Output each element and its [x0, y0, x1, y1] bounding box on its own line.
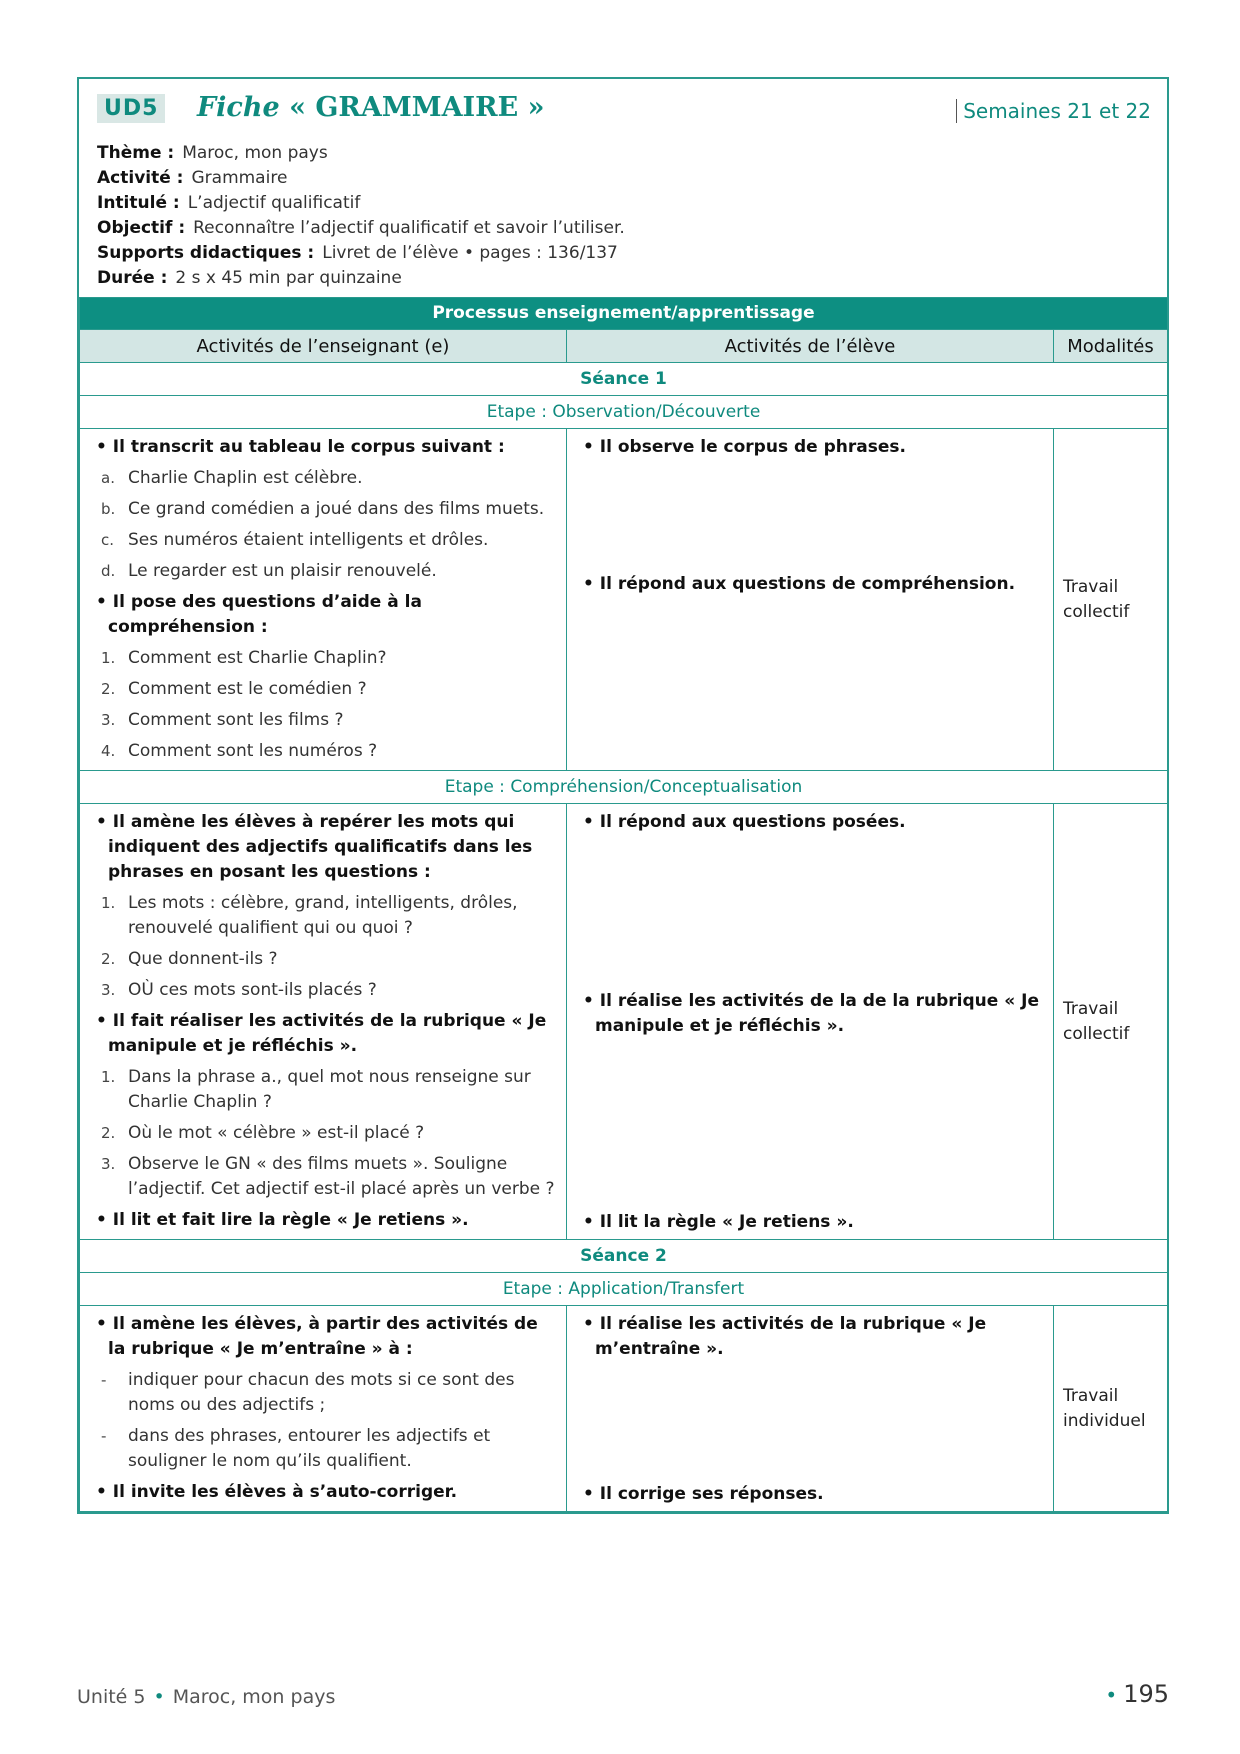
student-step: • Il corrige ses réponses. [583, 1484, 824, 1504]
process-table [79, 297, 1168, 1512]
student-step: • Il lit la règle « Je retiens ». [583, 1212, 854, 1232]
weeks-label: Semaines 21 et 22 [956, 99, 1151, 123]
meta-supports: Supports didactiques : Livret de l’élève • pages : 136/137 [97, 243, 618, 263]
list-item: 3. OÙ ces mots sont-ils placés ? [101, 980, 377, 1000]
list-item: - indiquer pour chacun des mots si ce sont des noms ou des adjectifs ; [101, 1370, 515, 1415]
teacher-step: • Il fait réaliser les activités de la rubrique « Je manipule et je réfléchis ». [96, 1011, 547, 1056]
etape-observation: Etape : Observation/Découverte [80, 396, 1168, 429]
meta-activite: Activité : Grammaire [97, 168, 288, 188]
list-item: 2. Où le mot « célèbre » est-il placé ? [101, 1123, 425, 1143]
teacher-activities-s1e2 [80, 804, 567, 1240]
seance-2-title: Séance 2 [80, 1240, 1168, 1273]
sheet-title [197, 92, 544, 123]
student-step: • Il observe le corpus de phrases. [583, 437, 906, 457]
footer-unit: Unité 5 • Maroc, mon pays [77, 1686, 336, 1708]
teacher-step: • Il pose des questions d’aide à la compréhension : [96, 592, 422, 637]
student-activities-s1e2 [567, 804, 1054, 1240]
page-number: • 195 [1105, 1680, 1169, 1708]
list-item: 1. Dans la phrase a., quel mot nous renseigne sur Charlie Chaplin ? [101, 1067, 531, 1112]
teacher-step: • Il lit et fait lire la règle « Je retiens ». [96, 1210, 469, 1230]
list-item: 3. Comment sont les films ? [101, 710, 344, 730]
list-item: 2. Que donnent-ils ? [101, 949, 278, 969]
etape-comprehension: Etape : Compréhension/Conceptualisation [80, 771, 1168, 804]
meta-intitule: Intitulé : L’adjectif qualificatif [97, 193, 361, 213]
teacher-step: • Il amène les élèves à repérer les mots qui indiquent des adjectifs qualificatifs dans les phrases en posant les questions : [96, 812, 533, 882]
list-item: 1. Les mots : célèbre, grand, intelligents, drôles, renouvelé qualifient qui ou quoi ? [101, 893, 518, 938]
modalite-s1e1: Travail collectif [1054, 429, 1168, 771]
process-title: Processus enseignement/apprentissage [80, 298, 1168, 330]
list-item: 1. Comment est Charlie Chaplin? [101, 648, 387, 668]
student-activities-s2e1 [567, 1306, 1054, 1512]
teacher-step: • Il invite les élèves à s’auto-corriger. [96, 1482, 458, 1502]
etape-application: Etape : Application/Transfert [80, 1273, 1168, 1306]
teacher-activities-s2e1 [80, 1306, 567, 1512]
sheet-header [79, 79, 1167, 297]
teacher-step: • Il amène les élèves, à partir des activités de la rubrique « Je m’entraîne » à : [96, 1314, 538, 1359]
list-item: b. Ce grand comédien a joué dans des films muets. [101, 499, 545, 519]
list-item: 2. Comment est le comédien ? [101, 679, 367, 699]
seance-1-title: Séance 1 [80, 363, 1168, 396]
list-item: - dans des phrases, entourer les adjectifs et souligner le nom qu’ils qualifient. [101, 1426, 491, 1471]
meta-duree: Durée : 2 s x 45 min par quinzaine [97, 268, 402, 288]
fiche-word: Fiche [197, 92, 280, 123]
col-student-header: Activités de l’élève [567, 330, 1054, 363]
meta-theme: Thème : Maroc, mon pays [97, 143, 328, 163]
teacher-activities-s1e1 [80, 429, 567, 771]
list-item: 4. Comment sont les numéros ? [101, 741, 378, 761]
list-item: d. Le regarder est un plaisir renouvelé. [101, 561, 437, 581]
student-step: • Il répond aux questions posées. [583, 812, 906, 832]
meta-block [97, 141, 625, 291]
list-item: c. Ses numéros étaient intelligents et drôles. [101, 530, 489, 550]
teacher-step: • Il transcrit au tableau le corpus suivant : [96, 437, 505, 457]
student-step: • Il réalise les activités de la de la rubrique « Je manipule et je réfléchis ». [583, 991, 1039, 1036]
col-teacher-header: Activités de l’enseignant (e) [80, 330, 567, 363]
meta-objectif: Objectif : Reconnaître l’adjectif qualificatif et savoir l’utiliser. [97, 218, 625, 238]
lesson-sheet [77, 77, 1169, 1514]
modalite-s1e2: Travail collectif [1054, 804, 1168, 1240]
title-text: « GRAMMAIRE » [289, 92, 545, 123]
col-modal-header: Modalités [1054, 330, 1168, 363]
unit-badge: UD5 [97, 94, 165, 123]
modalite-s2e1: Travail individuel [1054, 1306, 1168, 1512]
student-activities-s1e1 [567, 429, 1054, 771]
list-item: 3. Observe le GN « des films muets ». Souligne l’adjectif. Cet adjectif est-il placé après un verbe ? [101, 1154, 555, 1199]
student-step: • Il répond aux questions de compréhension. [583, 574, 1016, 594]
list-item: a. Charlie Chaplin est célèbre. [101, 468, 363, 488]
student-step: • Il réalise les activités de la rubrique « Je m’entraîne ». [583, 1314, 987, 1359]
